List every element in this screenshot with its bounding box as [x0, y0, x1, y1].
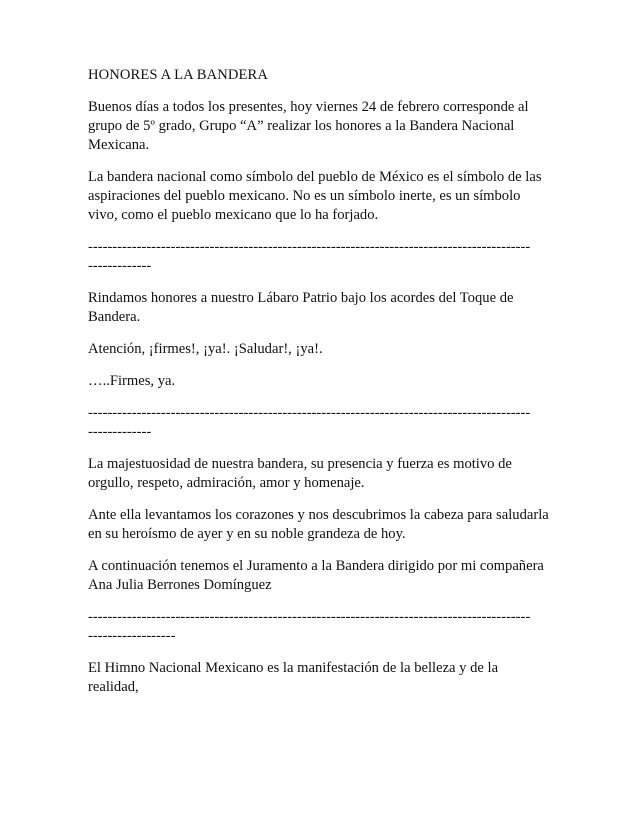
paragraph-greeting: Buenos días a todos los presentes, hoy viernes 24 de febrero corresponde al grupo de 5º grado, Grupo “A” realizar los honores a la Bandera Nacional Mexicana.: [88, 99, 533, 153]
paragraph-attention: Atención, ¡firmes!, ¡ya!. ¡Saludar!, ¡ya!.: [88, 341, 323, 357]
paragraph-honors-call: Rindamos honores a nuestro Lábaro Patrio bajo los acordes del Toque de Bandera.: [88, 290, 518, 325]
paragraph-majesty: La majestuosidad de nuestra bandera, su presencia y fuerza es motivo de orgullo, respeto, admiración, amor y homenaje.: [88, 456, 516, 491]
paragraph-firmes: …..Firmes, ya.: [88, 373, 176, 389]
paragraph-oath: A continuación tenemos el Juramento a la Bandera dirigido por mi compañera Ana Julia Berrones Domínguez: [88, 558, 547, 593]
separator-line: ------------------------------------------------------------------------------------------- -------------: [88, 239, 531, 274]
paragraph-anthem: El Himno Nacional Mexicano es la manifestación de la belleza y de la realidad,: [88, 660, 502, 695]
paragraph-flag-symbol: La bandera nacional como símbolo del pueblo de México es el símbolo de las aspiraciones del pueblo mexicano. No es un símbolo inerte, es un símbolo vivo, como el pueblo mexicano que lo ha forjado.: [88, 169, 546, 223]
separator-line: ------------------------------------------------------------------------------------------- -------------: [88, 405, 531, 440]
separator-line: ------------------------------------------------------------------------------------------- ------------------: [88, 609, 531, 644]
document-page: [88, 66, 553, 710]
document-title: HONORES A LA BANDERA: [88, 67, 268, 83]
paragraph-hearts: Ante ella levantamos los corazones y nos descubrimos la cabeza para saludarla en su heroísmo de ayer y en su noble grandeza de hoy.: [88, 507, 553, 542]
